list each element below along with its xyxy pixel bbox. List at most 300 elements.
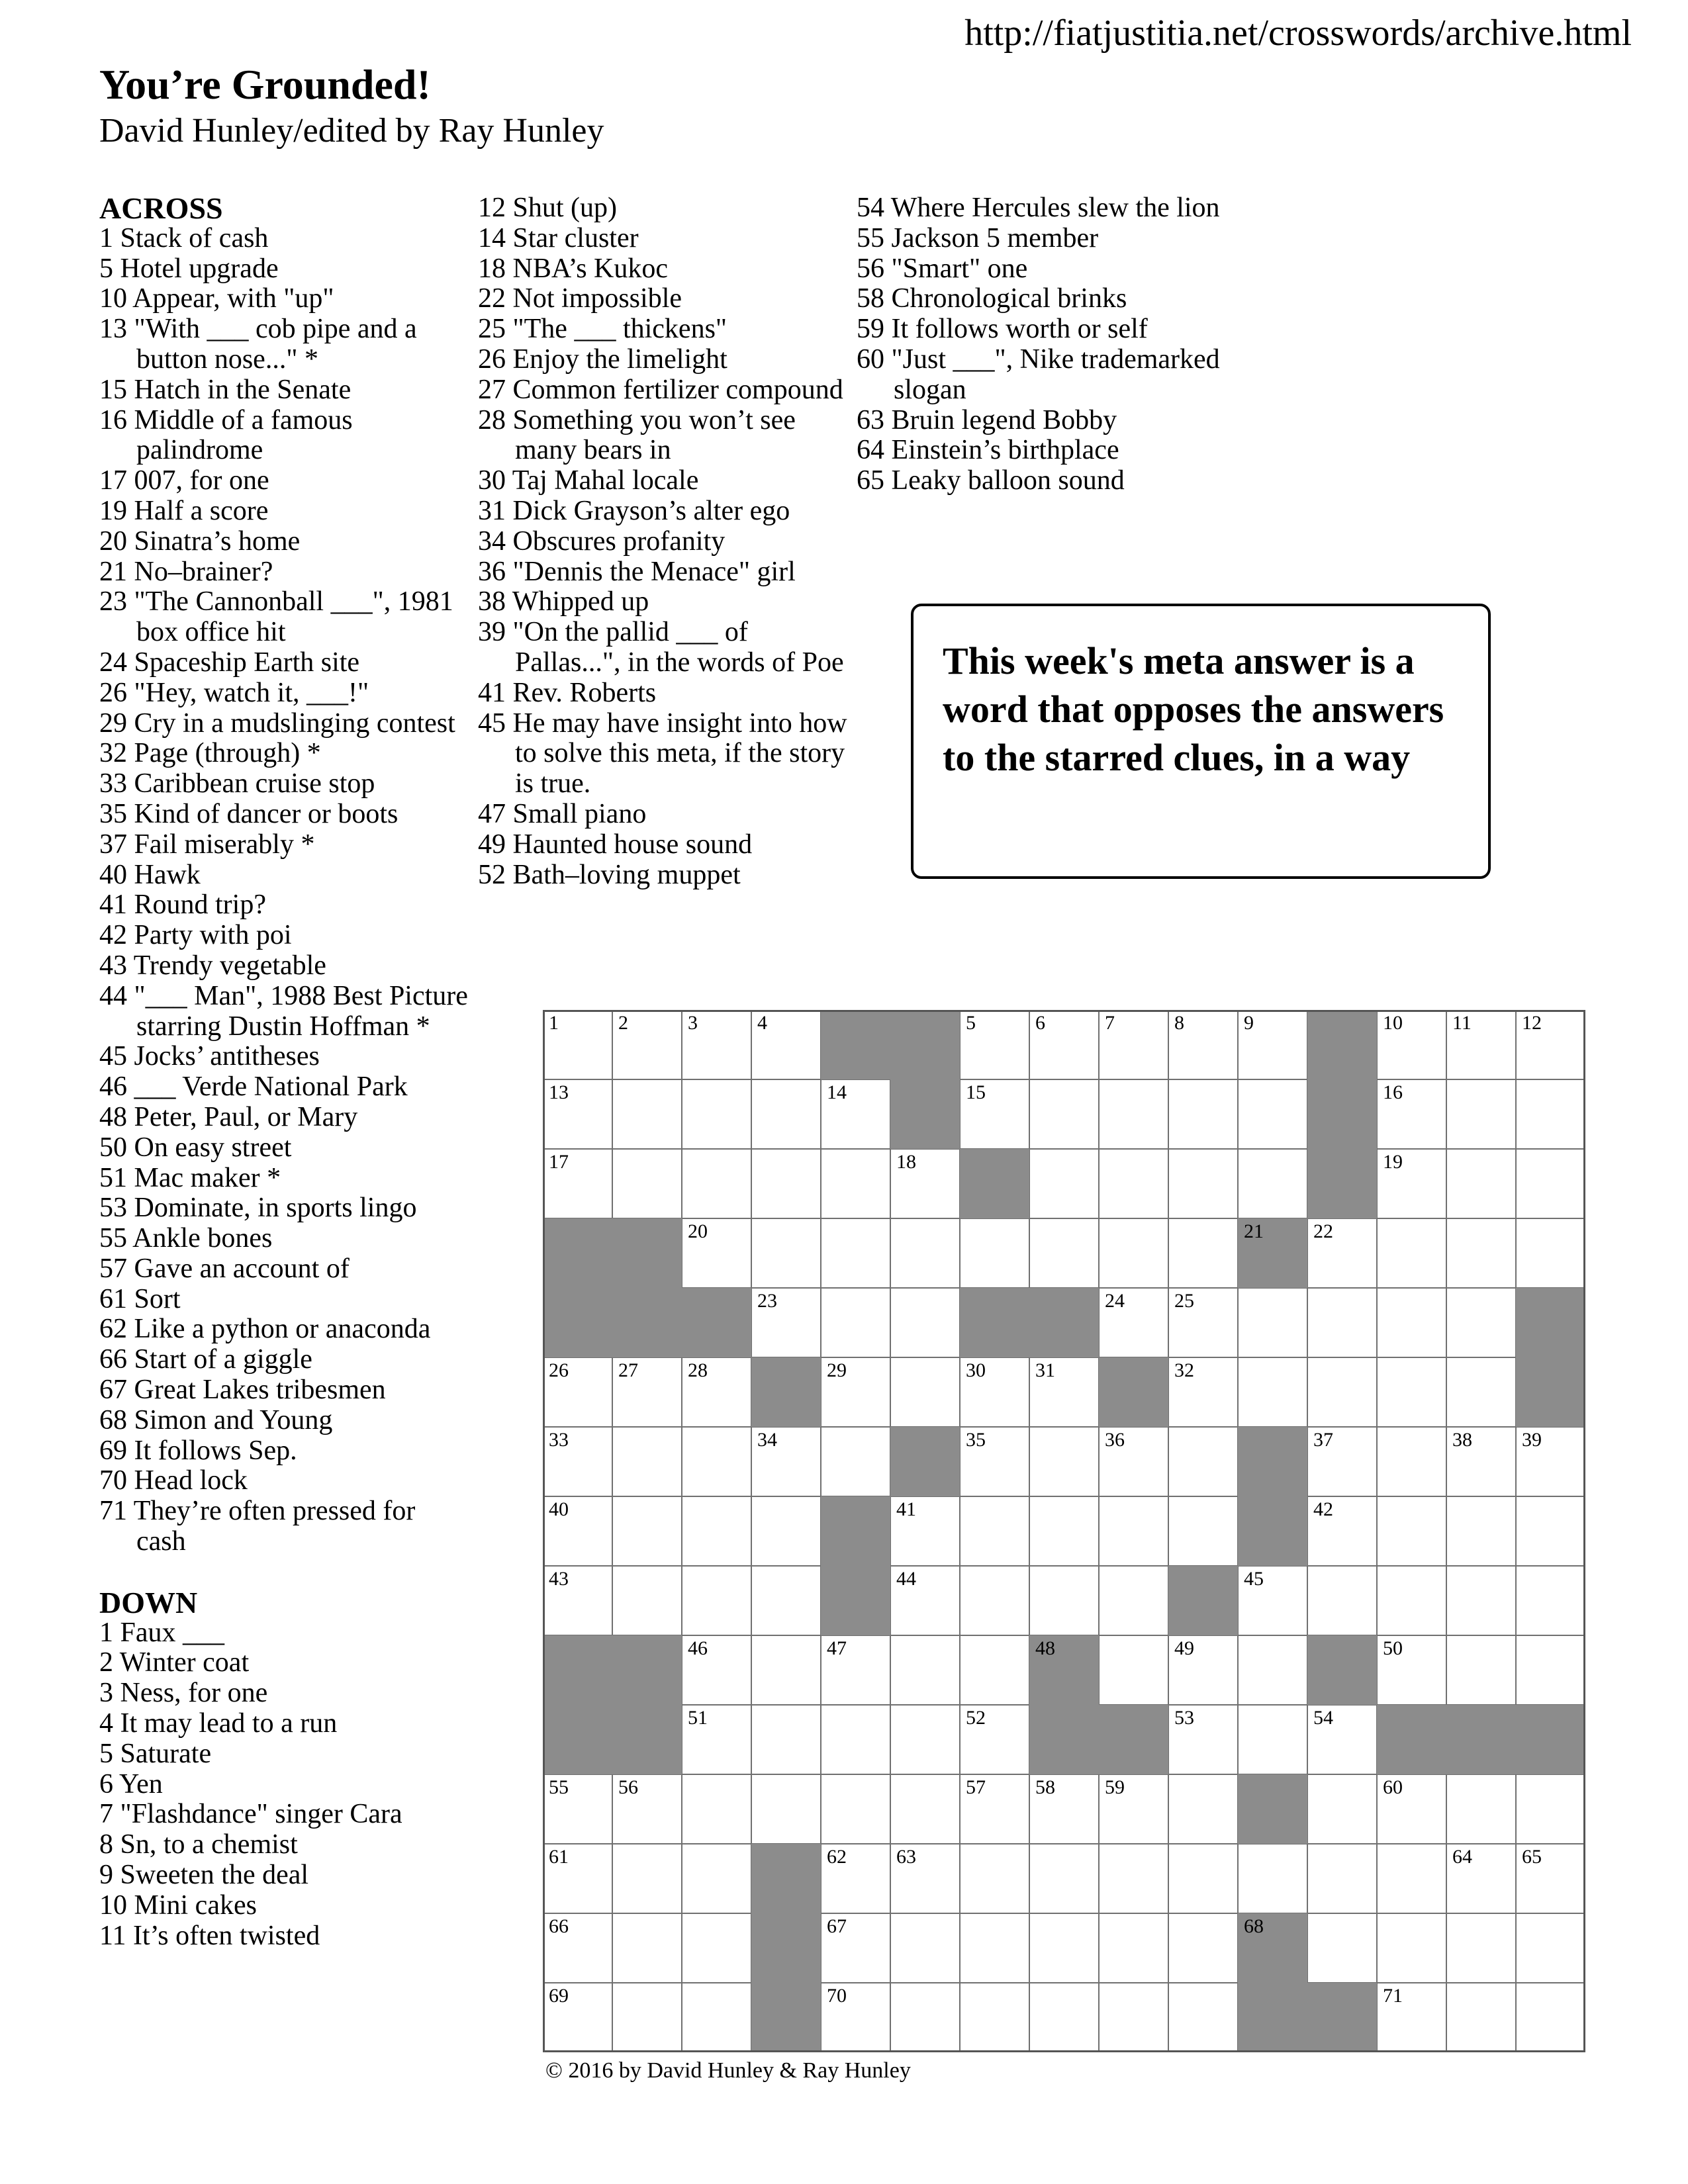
grid-cell[interactable] — [682, 1774, 751, 1844]
clue-item: 33 Caribbean cruise stop — [99, 768, 375, 799]
grid-cell[interactable] — [682, 1635, 751, 1705]
grid-cell[interactable] — [1516, 1079, 1585, 1149]
grid-block-cell — [751, 1357, 821, 1427]
grid-cell[interactable] — [1446, 1149, 1516, 1218]
grid-cell[interactable] — [1168, 1357, 1238, 1427]
clue-item: 16 Middle of a famous palindrome — [99, 404, 353, 466]
grid-cell[interactable] — [821, 1705, 890, 1774]
grid-cell[interactable] — [1446, 1774, 1516, 1844]
cell-number: 14 — [827, 1081, 847, 1103]
grid-cell[interactable] — [1307, 1844, 1377, 1913]
grid-cell[interactable] — [1446, 1913, 1516, 1983]
grid-cell[interactable] — [1029, 1357, 1099, 1427]
clue-item: 28 Something you won’t see many bears in — [478, 404, 796, 466]
cell-number: 1 — [549, 1012, 559, 1034]
grid-cell[interactable] — [1377, 1149, 1446, 1218]
grid-cell[interactable] — [821, 1774, 890, 1844]
grid-cell[interactable] — [1307, 1705, 1377, 1774]
grid-cell[interactable] — [751, 1705, 821, 1774]
clue-item: 69 It follows Sep. — [99, 1435, 297, 1466]
clue-item: 5 Saturate — [99, 1738, 212, 1769]
cell-number: 49 — [1174, 1637, 1194, 1659]
clue-item: 35 Kind of dancer or boots — [99, 798, 399, 829]
clue-item: 66 Start of a giggle — [99, 1344, 312, 1375]
cell-number: 48 — [1035, 1637, 1055, 1659]
clue-item: 56 "Smart" one — [857, 253, 1028, 284]
cell-number: 43 — [549, 1568, 569, 1590]
grid-cell[interactable] — [751, 1635, 821, 1705]
grid-cell[interactable] — [682, 1913, 751, 1983]
grid-cell[interactable] — [543, 1566, 612, 1635]
grid-cell[interactable] — [612, 1983, 682, 2052]
grid-cell[interactable] — [682, 1844, 751, 1913]
clue-item: 57 Gave an account of — [99, 1253, 350, 1284]
grid-block-cell — [612, 1288, 682, 1357]
grid-cell[interactable] — [1099, 1774, 1168, 1844]
grid-cell[interactable] — [821, 1288, 890, 1357]
grid-cell[interactable] — [1377, 1566, 1446, 1635]
grid-cell[interactable] — [612, 1774, 682, 1844]
clue-item: 62 Like a python or anaconda — [99, 1314, 431, 1345]
grid-cell[interactable] — [751, 1566, 821, 1635]
grid-cell[interactable] — [612, 1149, 682, 1218]
grid-cell[interactable] — [1516, 1496, 1585, 1566]
clue-item: 45 He may have insight into how to solve this meta, if the story is true. — [478, 707, 847, 799]
clue-item: 53 Dominate, in sports lingo — [99, 1193, 417, 1224]
grid-cell[interactable] — [1238, 1635, 1307, 1705]
grid-cell[interactable] — [682, 1496, 751, 1566]
cell-number: 22 — [1313, 1220, 1333, 1242]
grid-cell[interactable] — [1029, 1844, 1099, 1913]
grid-cell[interactable] — [1516, 1149, 1585, 1218]
grid-cell[interactable] — [682, 1566, 751, 1635]
grid-cell[interactable] — [612, 1566, 682, 1635]
clue-item: 22 Not impossible — [478, 283, 682, 314]
grid-cell[interactable] — [751, 1149, 821, 1218]
grid-cell[interactable] — [1238, 1010, 1307, 1079]
clue-item: 9 Sweeten the deal — [99, 1860, 309, 1891]
grid-cell[interactable] — [890, 1149, 960, 1218]
cell-number: 8 — [1174, 1012, 1184, 1034]
cell-number: 58 — [1035, 1776, 1055, 1798]
grid-cell[interactable] — [821, 1218, 890, 1288]
grid-cell[interactable] — [1168, 1635, 1238, 1705]
grid-cell[interactable] — [682, 1010, 751, 1079]
grid-block-cell — [612, 1635, 682, 1705]
clue-item: 17 007, for one — [99, 465, 269, 496]
grid-cell[interactable] — [1099, 1288, 1168, 1357]
grid-cell[interactable] — [543, 1149, 612, 1218]
archive-url[interactable]: http://fiatjustitia.net/crosswords/archive.html — [964, 13, 1632, 54]
cell-number: 36 — [1105, 1429, 1125, 1451]
cell-number: 35 — [966, 1429, 986, 1451]
grid-cell[interactable] — [1446, 1496, 1516, 1566]
grid-cell[interactable] — [1029, 1913, 1099, 1983]
grid-cell[interactable] — [612, 1079, 682, 1149]
clue-item: 5 Hotel upgrade — [99, 253, 279, 284]
grid-cell[interactable] — [682, 1357, 751, 1427]
grid-cell[interactable] — [1168, 1149, 1238, 1218]
grid-cell[interactable] — [1516, 1913, 1585, 1983]
clue-item: 39 "On the pallid ___ of Pallas...", in the words of Poe — [478, 617, 844, 678]
meta-hint-box: This week's meta answer is a word that opposes the answers to the starred clues, in a way — [911, 604, 1491, 879]
grid-cell[interactable] — [960, 1705, 1029, 1774]
grid-cell[interactable] — [1168, 1913, 1238, 1983]
grid-cell[interactable] — [1099, 1566, 1168, 1635]
grid-cell[interactable] — [612, 1844, 682, 1913]
grid-cell[interactable] — [682, 1149, 751, 1218]
grid-cell[interactable] — [1516, 1774, 1585, 1844]
clue-item: 19 Half a score — [99, 495, 269, 526]
grid-cell[interactable] — [1446, 1427, 1516, 1496]
cell-number: 20 — [688, 1220, 708, 1242]
grid-block-cell — [543, 1218, 612, 1288]
cell-number: 13 — [549, 1081, 569, 1103]
grid-cell[interactable] — [751, 1496, 821, 1566]
clue-item: 44 "___ Man", 1988 Best Picture starring Dustin Hoffman * — [99, 980, 468, 1042]
cell-number: 11 — [1452, 1012, 1472, 1034]
cell-number: 34 — [757, 1429, 777, 1451]
grid-block-cell — [1099, 1705, 1168, 1774]
grid-cell[interactable] — [543, 1844, 612, 1913]
clue-item: 7 "Flashdance" singer Cara — [99, 1799, 402, 1830]
grid-cell[interactable] — [1029, 1496, 1099, 1566]
clue-column-3 — [857, 193, 1227, 496]
grid-cell[interactable] — [612, 1427, 682, 1496]
grid-cell[interactable] — [543, 1983, 612, 2052]
grid-cell[interactable] — [543, 1079, 612, 1149]
grid-cell[interactable] — [960, 1496, 1029, 1566]
grid-block-cell — [543, 1635, 612, 1705]
grid-cell[interactable] — [1446, 1079, 1516, 1149]
grid-cell[interactable] — [1307, 1357, 1377, 1427]
cell-number: 24 — [1105, 1290, 1125, 1312]
cell-number: 30 — [966, 1359, 986, 1381]
grid-cell[interactable] — [1446, 1357, 1516, 1427]
grid-cell[interactable] — [682, 1218, 751, 1288]
grid-cell[interactable] — [890, 1288, 960, 1357]
cell-number: 42 — [1313, 1498, 1333, 1520]
clue-item: 1 Stack of cash — [99, 222, 269, 253]
clue-item: 54 Where Hercules slew the lion — [857, 193, 1220, 223]
grid-cell[interactable] — [1307, 1774, 1377, 1844]
grid-cell[interactable] — [1377, 1079, 1446, 1149]
grid-cell[interactable] — [1377, 1496, 1446, 1566]
grid-cell[interactable] — [890, 1357, 960, 1427]
grid-cell[interactable] — [1168, 1079, 1238, 1149]
grid-cell[interactable] — [1099, 1427, 1168, 1496]
cell-number: 41 — [896, 1498, 916, 1520]
clue-item: 49 Haunted house sound — [478, 829, 753, 860]
grid-cell[interactable] — [1377, 1427, 1446, 1496]
clue-item: 70 Head lock — [99, 1465, 248, 1496]
grid-cell[interactable] — [1516, 1844, 1585, 1913]
grid-cell[interactable] — [1168, 1288, 1238, 1357]
grid-cell[interactable] — [1099, 1079, 1168, 1149]
grid-cell[interactable] — [821, 1427, 890, 1496]
cell-number: 40 — [549, 1498, 569, 1520]
cell-number: 27 — [618, 1359, 638, 1381]
grid-block-cell — [751, 1913, 821, 1983]
grid-cell[interactable] — [1377, 1218, 1446, 1288]
grid-cell[interactable] — [1377, 1635, 1446, 1705]
grid-cell[interactable] — [960, 1774, 1029, 1844]
grid-cell[interactable] — [1377, 1844, 1446, 1913]
grid-block-cell — [821, 1010, 890, 1079]
grid-cell[interactable] — [682, 1427, 751, 1496]
clue-item: 67 Great Lakes tribesmen — [99, 1375, 386, 1406]
grid-cell[interactable] — [1168, 1844, 1238, 1913]
cell-number: 32 — [1174, 1359, 1194, 1381]
grid-cell[interactable] — [1168, 1774, 1238, 1844]
grid-cell[interactable] — [821, 1635, 890, 1705]
clue-item: 43 Trendy vegetable — [99, 950, 326, 981]
grid-cell[interactable] — [1307, 1427, 1377, 1496]
grid-cell[interactable] — [821, 1149, 890, 1218]
grid-cell[interactable] — [1446, 1844, 1516, 1913]
grid-block-cell — [821, 1566, 890, 1635]
cell-number: 71 — [1383, 1985, 1403, 2007]
grid-cell[interactable] — [890, 1913, 960, 1983]
cell-number: 67 — [827, 1915, 847, 1937]
grid-cell[interactable] — [543, 1357, 612, 1427]
grid-cell[interactable] — [1446, 1635, 1516, 1705]
grid-cell[interactable] — [1516, 1635, 1585, 1705]
grid-cell[interactable] — [682, 1983, 751, 2052]
grid-cell[interactable] — [612, 1913, 682, 1983]
cell-number: 60 — [1383, 1776, 1403, 1798]
clue-item: 68 Simon and Young — [99, 1404, 333, 1435]
grid-cell[interactable] — [751, 1079, 821, 1149]
grid-block-cell — [1029, 1635, 1099, 1705]
grid-block-cell — [1307, 1079, 1377, 1149]
grid-cell[interactable] — [1238, 1566, 1307, 1635]
grid-cell[interactable] — [821, 1079, 890, 1149]
grid-cell[interactable] — [890, 1218, 960, 1288]
grid-cell[interactable] — [1029, 1983, 1099, 2052]
grid-cell[interactable] — [1099, 1496, 1168, 1566]
grid-block-cell — [612, 1705, 682, 1774]
copyright-notice: © 2016 by David Hunley & Ray Hunley — [545, 2058, 911, 2083]
grid-cell[interactable] — [612, 1010, 682, 1079]
clue-item: 48 Peter, Paul, or Mary — [99, 1101, 358, 1132]
grid-cell[interactable] — [960, 1566, 1029, 1635]
clue-item: 42 Party with poi — [99, 920, 292, 951]
grid-cell[interactable] — [1377, 1357, 1446, 1427]
grid-block-cell — [1307, 1983, 1377, 2052]
grid-block-cell — [1238, 1218, 1307, 1288]
cell-number: 70 — [827, 1985, 847, 2007]
grid-cell[interactable] — [1029, 1774, 1099, 1844]
grid-cell[interactable] — [751, 1010, 821, 1079]
grid-cell[interactable] — [751, 1288, 821, 1357]
grid-cell[interactable] — [960, 1357, 1029, 1427]
grid-cell[interactable] — [1516, 1218, 1585, 1288]
grid-cell[interactable] — [960, 1010, 1029, 1079]
grid-cell[interactable] — [1516, 1010, 1585, 1079]
grid-cell[interactable] — [1307, 1913, 1377, 1983]
grid-cell[interactable] — [612, 1357, 682, 1427]
grid-cell[interactable] — [1446, 1566, 1516, 1635]
grid-cell[interactable] — [960, 1844, 1029, 1913]
grid-cell[interactable] — [960, 1218, 1029, 1288]
clue-item: 51 Mac maker * — [99, 1162, 281, 1193]
grid-cell[interactable] — [751, 1774, 821, 1844]
grid-cell[interactable] — [821, 1844, 890, 1913]
grid-cell[interactable] — [960, 1427, 1029, 1496]
cell-number: 38 — [1452, 1429, 1472, 1451]
clue-item: 45 Jocks’ antitheses — [99, 1041, 320, 1072]
clue-item: 41 Rev. Roberts — [478, 677, 657, 708]
cell-number: 16 — [1383, 1081, 1403, 1103]
grid-cell[interactable] — [1168, 1010, 1238, 1079]
cell-number: 69 — [549, 1985, 569, 2007]
grid-block-cell — [1516, 1705, 1585, 1774]
grid-cell[interactable] — [821, 1983, 890, 2052]
grid-cell[interactable] — [1516, 1427, 1585, 1496]
grid-cell[interactable] — [960, 1635, 1029, 1705]
grid-cell[interactable] — [1238, 1357, 1307, 1427]
grid-cell[interactable] — [1029, 1566, 1099, 1635]
grid-cell[interactable] — [890, 1844, 960, 1913]
cell-number: 6 — [1035, 1012, 1045, 1034]
cell-number: 46 — [688, 1637, 708, 1659]
grid-cell[interactable] — [682, 1079, 751, 1149]
grid-cell[interactable] — [751, 1427, 821, 1496]
grid-cell[interactable] — [1099, 1635, 1168, 1705]
grid-cell[interactable] — [1168, 1218, 1238, 1288]
grid-cell[interactable] — [543, 1427, 612, 1496]
grid-cell[interactable] — [682, 1705, 751, 1774]
grid-cell[interactable] — [1377, 1774, 1446, 1844]
grid-cell[interactable] — [543, 1496, 612, 1566]
grid-block-cell — [612, 1218, 682, 1288]
grid-cell[interactable] — [960, 1983, 1029, 2052]
puzzle-byline: David Hunley/edited by Ray Hunley — [99, 112, 604, 150]
cell-number: 21 — [1244, 1220, 1264, 1242]
cell-number: 50 — [1383, 1637, 1403, 1659]
grid-cell[interactable] — [1029, 1010, 1099, 1079]
grid-cell[interactable] — [1307, 1218, 1377, 1288]
grid-cell[interactable] — [1029, 1149, 1099, 1218]
clue-item: 26 "Hey, watch it, ___!" — [99, 677, 369, 708]
grid-cell[interactable] — [612, 1496, 682, 1566]
grid-cell[interactable] — [751, 1218, 821, 1288]
grid-cell[interactable] — [1446, 1983, 1516, 2052]
clue-item: 34 Obscures profanity — [478, 525, 726, 557]
grid-cell[interactable] — [1516, 1983, 1585, 2052]
grid-cell[interactable] — [1307, 1288, 1377, 1357]
clue-item: 26 Enjoy the limelight — [478, 343, 727, 375]
cell-number: 45 — [1244, 1568, 1264, 1590]
clue-item: 21 No–brainer? — [99, 556, 273, 587]
clue-item: 71 They’re often pressed for cash — [99, 1496, 416, 1557]
grid-cell[interactable] — [1029, 1079, 1099, 1149]
cell-number: 51 — [688, 1707, 708, 1729]
cell-number: 66 — [549, 1915, 569, 1937]
grid-cell[interactable] — [890, 1705, 960, 1774]
grid-block-cell — [1238, 1913, 1307, 1983]
grid-block-cell — [890, 1427, 960, 1496]
grid-cell[interactable] — [1168, 1496, 1238, 1566]
grid-block-cell — [1238, 1983, 1307, 2052]
clue-item: 4 It may lead to a run — [99, 1708, 338, 1739]
grid-cell[interactable] — [1446, 1288, 1516, 1357]
grid-cell[interactable] — [1377, 1983, 1446, 2052]
grid-cell[interactable] — [1029, 1218, 1099, 1288]
grid-block-cell — [543, 1705, 612, 1774]
grid-cell[interactable] — [1029, 1427, 1099, 1496]
grid-cell[interactable] — [1238, 1149, 1307, 1218]
grid-cell[interactable] — [960, 1079, 1029, 1149]
grid-cell[interactable] — [890, 1566, 960, 1635]
grid-cell[interactable] — [1168, 1427, 1238, 1496]
cell-number: 55 — [549, 1776, 569, 1798]
grid-cell[interactable] — [543, 1010, 612, 1079]
grid-cell[interactable] — [821, 1913, 890, 1983]
down-clue-list-2 — [478, 193, 849, 890]
grid-cell[interactable] — [890, 1983, 960, 2052]
clue-item: 23 "The Cannonball ___", 1981 box office hit — [99, 586, 453, 648]
grid-cell[interactable] — [1238, 1705, 1307, 1774]
grid-block-cell — [1029, 1288, 1099, 1357]
clue-item: 38 Whipped up — [478, 586, 649, 617]
grid-cell[interactable] — [1446, 1010, 1516, 1079]
clue-item: 52 Bath–loving muppet — [478, 859, 741, 890]
grid-cell[interactable] — [1099, 1844, 1168, 1913]
grid-block-cell — [1377, 1705, 1446, 1774]
grid-block-cell — [1516, 1288, 1585, 1357]
grid-cell[interactable] — [1238, 1844, 1307, 1913]
grid-block-cell — [890, 1010, 960, 1079]
cell-number: 57 — [966, 1776, 986, 1798]
grid-cell[interactable] — [1307, 1496, 1377, 1566]
grid-cell[interactable] — [1377, 1288, 1446, 1357]
clue-item: 41 Round trip? — [99, 889, 266, 921]
grid-cell[interactable] — [1099, 1010, 1168, 1079]
clue-item: 46 ___ Verde National Park — [99, 1071, 408, 1103]
clue-item: 20 Sinatra’s home — [99, 525, 301, 557]
grid-cell[interactable] — [890, 1635, 960, 1705]
grid-cell[interactable] — [1168, 1705, 1238, 1774]
cell-number: 59 — [1105, 1776, 1125, 1798]
grid-cell[interactable] — [960, 1913, 1029, 1983]
cell-number: 10 — [1383, 1012, 1403, 1034]
grid-cell[interactable] — [1307, 1566, 1377, 1635]
grid-cell[interactable] — [1099, 1149, 1168, 1218]
cell-number: 25 — [1174, 1290, 1194, 1312]
clue-item: 60 "Just ___", Nike trademarked slogan — [857, 343, 1220, 405]
grid-cell[interactable] — [1516, 1566, 1585, 1635]
grid-cell[interactable] — [1099, 1913, 1168, 1983]
grid-cell[interactable] — [890, 1774, 960, 1844]
grid-cell[interactable] — [1099, 1983, 1168, 2052]
grid-cell[interactable] — [890, 1496, 960, 1566]
grid-block-cell — [821, 1496, 890, 1566]
grid-cell[interactable] — [543, 1913, 612, 1983]
grid-cell[interactable] — [1168, 1983, 1238, 2052]
cell-number: 56 — [618, 1776, 638, 1798]
grid-cell[interactable] — [821, 1357, 890, 1427]
clue-item: 12 Shut (up) — [478, 193, 617, 223]
grid-cell[interactable] — [543, 1774, 612, 1844]
grid-cell[interactable] — [1238, 1288, 1307, 1357]
grid-cell[interactable] — [1099, 1218, 1168, 1288]
grid-cell[interactable] — [1238, 1079, 1307, 1149]
grid-cell[interactable] — [1446, 1218, 1516, 1288]
grid-cell[interactable] — [1377, 1010, 1446, 1079]
grid-cell[interactable] — [1377, 1913, 1446, 1983]
